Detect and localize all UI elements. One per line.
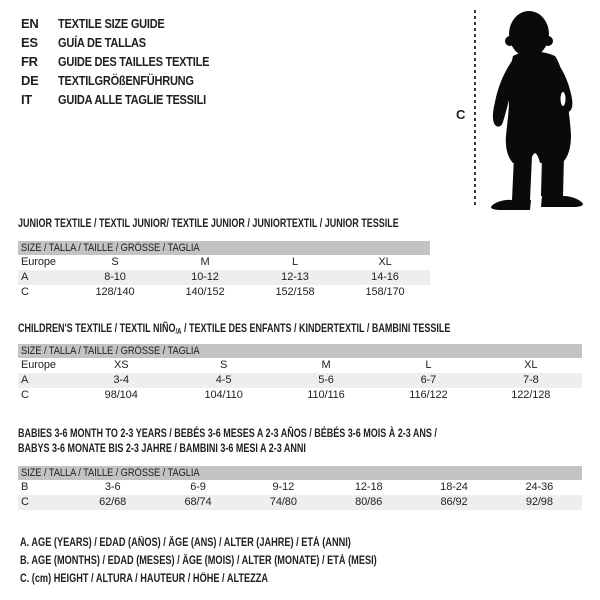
language-code: IT <box>21 92 32 107</box>
language-row <box>21 14 236 33</box>
title-segment: BABIES 3-6 MONTH TO 2-3 YEARS / BEBÉS 3-6 MESES A 2-3 AÑOS / BÉBÉS 3-6 MOIS À 2-3 ANS / <box>18 426 437 440</box>
language-code: EN <box>21 16 39 31</box>
table-cell: 74/80 <box>269 496 297 508</box>
section-title-text <box>18 441 306 456</box>
section-title-line <box>18 216 526 231</box>
table-cell: 140/152 <box>185 286 225 298</box>
table-cell: 122/128 <box>511 389 551 401</box>
section-title-text <box>18 321 450 339</box>
height-marker-label: C <box>456 107 466 122</box>
table-row <box>18 373 582 388</box>
language-row <box>21 90 236 109</box>
babies-size-table <box>18 466 582 510</box>
language-code: DE <box>21 73 39 88</box>
table-cell: 98/104 <box>104 389 138 401</box>
row-label: A <box>21 271 29 283</box>
table-row <box>18 270 430 285</box>
table-cell: M <box>321 359 331 371</box>
table-cell: 3-4 <box>113 374 129 386</box>
language-title: GUÍA DE TALLAS <box>58 35 146 50</box>
size-header-text: SIZE / TALLA / TAILLE / GRÖSSE / TAGLIA <box>21 242 200 254</box>
table-cell: L <box>425 359 432 371</box>
table-cell: 6-9 <box>190 481 206 493</box>
title-segment: BABYS 3-6 MONATE BIS 2-3 JAHRE / BAMBINI 3-6 MESI A 2-3 ANNI <box>18 441 306 455</box>
table-cell: 86/92 <box>440 496 468 508</box>
table-cell: 18-24 <box>440 481 468 493</box>
table-cell: 116/122 <box>409 389 448 401</box>
table-cell: 4-5 <box>215 374 232 386</box>
section-title-line <box>18 321 594 336</box>
section-title-line <box>18 441 577 456</box>
table-cell: 8-10 <box>104 271 126 283</box>
junior-size-table <box>18 241 430 300</box>
table-cell: L <box>291 256 299 268</box>
table-row <box>18 388 582 403</box>
section-title-text <box>18 216 399 231</box>
height-measure-line <box>474 10 476 206</box>
junior-section-title <box>18 216 526 231</box>
table-cell: 5-6 <box>318 374 334 386</box>
table-cell: 152/158 <box>275 286 315 298</box>
row-label: B <box>21 481 29 493</box>
legend-text: C. (cm) HEIGHT / ALTURA / HAUTEUR / HÖHE / ALTEZZA <box>20 573 269 585</box>
title-segment: CHILDREN'S TEXTILE / TEXTIL NIÑO <box>18 321 176 335</box>
title-segment: /A <box>175 327 182 336</box>
table-cell: 7-8 <box>522 374 539 386</box>
row-label: C <box>21 286 29 298</box>
language-title: TEXTILE SIZE GUIDE <box>58 16 165 31</box>
row-label: A <box>21 374 29 386</box>
table-cell: 110/116 <box>307 389 345 401</box>
table-cell: XL <box>378 256 392 268</box>
table-cell: 68/74 <box>184 496 212 508</box>
size-header-text: SIZE / TALLA / TAILLE / GRÖSSE / TAGLIA <box>21 345 200 357</box>
table-row <box>18 495 582 510</box>
table-row <box>18 480 582 495</box>
table-cell: 62/68 <box>99 496 127 508</box>
language-title: GUIDA ALLE TAGLIE TESSILI <box>58 92 206 107</box>
table-cell: 6-7 <box>420 374 437 386</box>
table-cell: 10-12 <box>191 271 219 283</box>
baby-silhouette-icon <box>486 6 590 211</box>
language-code: FR <box>21 54 38 69</box>
table-cell: 12-18 <box>354 481 383 493</box>
table-size-header <box>18 241 430 255</box>
legend-line <box>20 552 466 570</box>
table-cell: 158/170 <box>365 286 405 298</box>
row-label: Europe <box>21 359 56 371</box>
table-cell: S <box>219 359 228 371</box>
table-cell: S <box>111 256 119 268</box>
legend-text: B. AGE (MONTHS) / EDAD (MESES) / ÂGE (MOIS) / ALTER (MONATE) / ETÀ (MESI) <box>20 555 377 567</box>
section-title-text <box>18 426 437 441</box>
table-row <box>18 358 582 373</box>
table-cell: 24-36 <box>525 481 554 493</box>
table-row <box>18 285 430 300</box>
language-code: ES <box>21 35 38 50</box>
title-segment: / TEXTILE DES ENFANTS / KINDERTEXTIL / BAMBINI TESSILE <box>181 321 451 335</box>
table-cell: XS <box>113 359 129 371</box>
table-size-header <box>18 344 582 358</box>
children-section-title <box>18 321 594 336</box>
language-row <box>21 33 236 52</box>
legend-line <box>20 570 466 588</box>
title-segment: JUNIOR TEXTILE / TEXTIL JUNIOR/ TEXTILE JUNIOR / JUNIORTEXTIL / JUNIOR TESSILE <box>18 216 399 230</box>
table-cell: 3-6 <box>104 481 121 493</box>
row-label: C <box>21 389 29 401</box>
table-cell: 92/98 <box>525 496 553 508</box>
row-label: C <box>21 496 29 508</box>
language-title: GUIDE DES TAILLES TEXTILE <box>58 54 210 69</box>
table-cell: 128/140 <box>95 286 135 298</box>
language-row <box>21 52 236 71</box>
table-size-header <box>18 466 582 480</box>
legend <box>20 534 466 588</box>
table-cell: M <box>200 256 210 268</box>
table-cell: 104/110 <box>204 389 243 401</box>
legend-text: A. AGE (YEARS) / EDAD (AÑOS) / ÂGE (ANS) / ALTER (JAHRE) / ETÀ (ANNI) <box>20 537 351 549</box>
babies-section-title <box>18 426 577 456</box>
language-title: TEXTILGRÖßENFÜHRUNG <box>58 73 194 88</box>
section-title-line <box>18 426 577 441</box>
row-label: Europe <box>21 256 56 268</box>
table-cell: 12-13 <box>281 271 309 283</box>
children-size-table <box>18 344 582 403</box>
table-cell: 80/86 <box>355 496 383 508</box>
table-row <box>18 255 430 270</box>
legend-line <box>20 534 466 552</box>
table-cell: 14-16 <box>371 271 399 283</box>
language-row <box>21 71 236 90</box>
table-cell: 9-12 <box>272 481 295 493</box>
table-cell: XL <box>524 359 538 371</box>
language-list <box>21 14 236 109</box>
size-header-text: SIZE / TALLA / TAILLE / GRÖSSE / TAGLIA <box>21 467 200 479</box>
